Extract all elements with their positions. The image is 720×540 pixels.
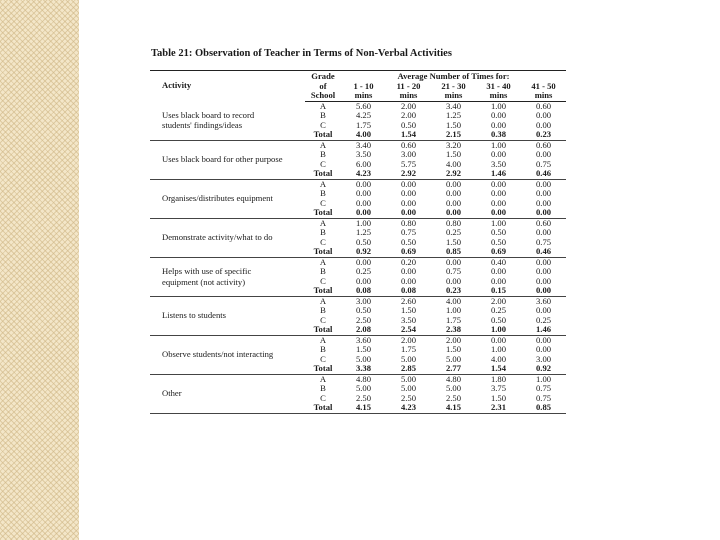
value-cell: 1.50 <box>445 149 462 159</box>
value-cell: 5.00 <box>445 353 462 364</box>
value-cell: 0.50 <box>490 236 507 247</box>
value-cell: 0.69 <box>386 247 431 257</box>
value-cell: 0.20 <box>400 256 417 267</box>
value-cell: 0.00 <box>490 334 507 345</box>
value-cell: 2.77 <box>431 364 476 374</box>
value-cell: 2.60 <box>400 295 417 306</box>
value-cell: 1.00 <box>490 139 507 150</box>
range-header-5: 41 - 50 <box>531 80 556 91</box>
grade-cell: B <box>320 188 326 198</box>
value-cell: 0.69 <box>476 247 521 257</box>
value-cell: 0.00 <box>536 119 552 130</box>
value-cell: 2.92 <box>386 169 431 179</box>
grade-cell: A <box>319 217 327 228</box>
value-cell: 2.00 <box>445 334 462 345</box>
document-table <box>150 48 570 414</box>
value-cell: 0.38 <box>476 130 521 140</box>
value-cell: 4.80 <box>445 373 462 384</box>
value-cell: 2.54 <box>386 325 431 335</box>
value-cell: 2.50 <box>445 392 462 403</box>
value-cell: 0.00 <box>536 178 552 189</box>
value-cell: 1.50 <box>355 344 372 354</box>
value-cell: 2.85 <box>386 364 431 374</box>
grade-cell: C <box>320 275 326 286</box>
value-cell: 0.00 <box>536 334 552 345</box>
value-cell: 1.50 <box>400 305 417 315</box>
grade-cell: C <box>320 119 326 130</box>
value-cell: 4.25 <box>355 110 372 120</box>
value-cell: 0.50 <box>355 305 372 315</box>
activity-cell <box>150 140 305 179</box>
value-cell: 4.15 <box>341 403 386 413</box>
average-header: Average Number of Times for: <box>341 71 566 82</box>
value-cell: 3.60 <box>355 334 372 345</box>
value-cell: 0.00 <box>490 178 507 189</box>
unit-header-5: mins <box>521 91 566 101</box>
value-cell: 2.50 <box>355 392 372 403</box>
value-cell: 0.00 <box>521 286 566 296</box>
value-cell: 0.00 <box>536 256 552 267</box>
value-cell: 0.75 <box>536 158 552 169</box>
value-cell: 0.00 <box>355 275 372 286</box>
grade-cell: A <box>319 334 327 345</box>
value-cell: 4.23 <box>386 403 431 413</box>
value-cell: 2.38 <box>431 325 476 335</box>
value-cell: 3.40 <box>355 139 372 150</box>
table-body <box>150 101 566 413</box>
value-cell: 0.50 <box>355 236 372 247</box>
value-cell: 2.00 <box>400 100 417 111</box>
grade-cell: B <box>320 149 326 159</box>
grade-cell: C <box>320 392 326 403</box>
table-title: Table 21: Observation of Teacher in Terms of Non-Verbal Activities <box>151 48 452 59</box>
value-cell: 4.00 <box>445 158 462 169</box>
activity-label-line: Organises/distributes equipment <box>162 193 273 204</box>
value-cell: 4.80 <box>355 373 372 384</box>
activity-label-line: Other <box>162 388 182 399</box>
value-cell: 1.00 <box>355 217 372 228</box>
value-cell: 0.00 <box>355 256 372 267</box>
value-cell: 0.60 <box>536 217 552 228</box>
value-cell: 0.46 <box>521 247 566 257</box>
value-cell: 1.75 <box>445 314 462 325</box>
grade-cell: Total <box>305 130 341 140</box>
grade-header-line1: Grade <box>305 71 341 82</box>
value-cell: 2.00 <box>400 110 417 120</box>
unit-header-4: mins <box>476 91 521 101</box>
value-cell: 0.00 <box>445 188 462 198</box>
value-cell: 0.00 <box>400 266 417 276</box>
activity-cell <box>150 257 305 296</box>
value-cell: 1.00 <box>490 217 507 228</box>
observation-table <box>150 70 566 414</box>
unit-header-2: mins <box>386 91 431 101</box>
value-cell: 0.00 <box>536 275 552 286</box>
value-cell: 2.50 <box>400 392 417 403</box>
value-cell: 0.50 <box>490 314 507 325</box>
activity-label-line: equipment (not activity) <box>162 276 246 287</box>
grade-cell: A <box>319 139 327 150</box>
value-cell: 0.00 <box>490 188 507 198</box>
grade-cell: B <box>320 383 326 393</box>
value-cell: 0.75 <box>536 383 552 393</box>
value-cell: 0.00 <box>536 149 552 159</box>
grade-cell: Total <box>305 403 341 413</box>
range-header-1: 1 - 10 <box>353 80 374 91</box>
value-cell: 0.00 <box>355 197 372 208</box>
activity-cell <box>150 296 305 335</box>
value-cell: 0.25 <box>536 314 552 325</box>
grade-cell: A <box>319 256 327 267</box>
value-cell: 1.80 <box>490 373 507 384</box>
unit-header-1: mins <box>341 91 386 101</box>
grade-cell: Total <box>305 286 341 296</box>
activity-label-line: Demonstrate activity/what to do <box>162 232 273 243</box>
value-cell: 5.60 <box>355 100 372 111</box>
activity-label-line: students' findings/ideas <box>162 120 243 131</box>
value-cell: 3.20 <box>445 139 462 150</box>
value-cell: 1.54 <box>476 364 521 374</box>
value-cell: 0.46 <box>521 169 566 179</box>
value-cell: 0.00 <box>400 197 417 208</box>
value-cell: 2.15 <box>431 130 476 140</box>
value-cell: 0.75 <box>400 227 417 237</box>
value-cell: 5.00 <box>400 383 417 393</box>
value-cell: 3.50 <box>490 158 507 169</box>
grade-cell: B <box>320 305 326 315</box>
value-cell: 5.00 <box>355 353 372 364</box>
value-cell: 1.50 <box>490 392 507 403</box>
activity-label-line: Listens to students <box>162 310 226 321</box>
activity-label-line: Observe students/not interacting <box>162 349 274 360</box>
value-cell: 0.00 <box>445 275 462 286</box>
grade-cell: B <box>320 227 326 237</box>
range-header-3: 21 - 30 <box>441 80 466 91</box>
value-cell: 3.50 <box>400 314 417 325</box>
activity-label-line: Helps with use of specific <box>162 266 252 276</box>
value-cell: 1.50 <box>445 236 462 247</box>
value-cell: 0.25 <box>445 227 462 237</box>
value-cell: 0.00 <box>431 208 476 218</box>
value-cell: 0.00 <box>536 197 552 208</box>
value-cell: 0.00 <box>490 266 507 276</box>
value-cell: 0.60 <box>400 139 417 150</box>
value-cell: 0.00 <box>445 256 462 267</box>
value-cell: 2.92 <box>431 169 476 179</box>
activity-cell <box>150 374 305 413</box>
value-cell: 0.00 <box>355 188 372 198</box>
value-cell: 0.00 <box>355 178 372 189</box>
value-cell: 4.23 <box>341 169 386 179</box>
value-cell: 0.92 <box>521 364 566 374</box>
value-cell: 0.60 <box>536 139 552 150</box>
value-cell: 3.00 <box>536 353 552 364</box>
grade-cell: Total <box>305 325 341 335</box>
value-cell: 0.80 <box>400 217 417 228</box>
grade-cell: C <box>320 236 326 247</box>
grade-cell: Total <box>305 364 341 374</box>
activity-cell <box>150 218 305 257</box>
value-cell: 0.00 <box>490 197 507 208</box>
value-cell: 6.00 <box>355 158 372 169</box>
value-cell: 1.00 <box>536 373 552 384</box>
grade-cell: C <box>320 158 326 169</box>
value-cell: 1.00 <box>445 305 462 315</box>
grade-cell: Total <box>305 169 341 179</box>
value-cell: 5.00 <box>400 373 417 384</box>
value-cell: 0.50 <box>490 227 507 237</box>
grade-cell: B <box>320 266 326 276</box>
grade-cell: C <box>320 197 326 208</box>
value-cell: 0.00 <box>536 188 552 198</box>
value-cell: 5.00 <box>400 353 417 364</box>
value-cell: 1.00 <box>490 100 507 111</box>
value-cell: 3.00 <box>400 149 417 159</box>
value-cell: 0.00 <box>536 305 552 315</box>
value-cell: 0.85 <box>521 403 566 413</box>
value-cell: 4.00 <box>445 295 462 306</box>
value-cell: 3.50 <box>355 149 372 159</box>
value-cell: 1.25 <box>445 110 462 120</box>
value-cell: 4.00 <box>341 130 386 140</box>
value-cell: 1.25 <box>355 227 372 237</box>
activity-header: Activity <box>150 71 305 102</box>
value-cell: 5.00 <box>355 383 372 393</box>
value-cell: 1.75 <box>400 344 417 354</box>
value-cell: 4.15 <box>431 403 476 413</box>
activity-cell <box>150 101 305 140</box>
value-cell: 0.00 <box>536 344 552 354</box>
grade-cell: Total <box>305 247 341 257</box>
value-cell: 2.08 <box>341 325 386 335</box>
value-cell: 3.60 <box>536 295 552 306</box>
value-cell: 4.00 <box>490 353 507 364</box>
value-cell: 0.00 <box>386 208 431 218</box>
activity-label-line: Uses black board to record <box>162 109 255 120</box>
value-cell: 0.40 <box>490 256 507 267</box>
decorative-side-strip <box>0 0 79 540</box>
value-cell: 0.50 <box>400 119 417 130</box>
value-cell: 0.00 <box>536 266 552 276</box>
value-cell: 1.46 <box>476 169 521 179</box>
value-cell: 1.46 <box>521 325 566 335</box>
value-cell: 3.40 <box>445 100 462 111</box>
value-cell: 2.00 <box>400 334 417 345</box>
value-cell: 1.50 <box>445 344 462 354</box>
value-cell: 0.75 <box>536 392 552 403</box>
value-cell: 0.85 <box>431 247 476 257</box>
grade-cell: C <box>320 314 326 325</box>
range-header-2: 11 - 20 <box>396 80 421 91</box>
value-cell: 0.00 <box>400 178 417 189</box>
value-cell: 1.50 <box>445 119 462 130</box>
value-cell: 1.54 <box>386 130 431 140</box>
value-cell: 0.00 <box>341 208 386 218</box>
activity-label-line: Uses black board for other purpose <box>162 154 283 165</box>
value-cell: 5.00 <box>445 383 462 393</box>
grade-header-line3: School <box>305 91 341 101</box>
value-cell: 0.00 <box>536 227 552 237</box>
value-cell: 0.00 <box>476 208 521 218</box>
value-cell: 0.60 <box>536 100 552 111</box>
value-cell: 0.92 <box>341 247 386 257</box>
value-cell: 1.75 <box>355 119 372 130</box>
value-cell: 3.38 <box>341 364 386 374</box>
value-cell: 2.00 <box>490 295 507 306</box>
value-cell: 3.00 <box>355 295 372 306</box>
value-cell: 0.00 <box>490 149 507 159</box>
grade-cell: A <box>319 100 327 111</box>
value-cell: 0.00 <box>400 188 417 198</box>
value-cell: 0.00 <box>445 178 462 189</box>
value-cell: 0.00 <box>521 208 566 218</box>
value-cell: 0.00 <box>400 275 417 286</box>
value-cell: 1.00 <box>490 344 507 354</box>
value-cell: 1.00 <box>476 325 521 335</box>
value-cell: 0.00 <box>536 110 552 120</box>
value-cell: 0.50 <box>400 236 417 247</box>
grade-cell: Total <box>305 208 341 218</box>
activity-cell <box>150 179 305 218</box>
grade-cell: A <box>319 373 327 384</box>
value-cell: 0.80 <box>445 217 462 228</box>
range-header-4: 31 - 40 <box>486 80 511 91</box>
value-cell: 0.08 <box>386 286 431 296</box>
grade-header-line2: of <box>319 80 327 91</box>
value-cell: 0.15 <box>476 286 521 296</box>
value-cell: 0.00 <box>490 110 507 120</box>
grade-cell: B <box>320 110 326 120</box>
value-cell: 3.75 <box>490 383 507 393</box>
value-cell: 0.25 <box>355 266 372 276</box>
value-cell: 2.31 <box>476 403 521 413</box>
grade-cell: A <box>319 295 327 306</box>
value-cell: 0.75 <box>445 266 462 276</box>
value-cell: 0.25 <box>490 305 507 315</box>
value-cell: 0.23 <box>521 130 566 140</box>
value-cell: 0.00 <box>490 275 507 286</box>
value-cell: 0.75 <box>536 236 552 247</box>
value-cell: 0.08 <box>341 286 386 296</box>
unit-header-3: mins <box>431 91 476 101</box>
value-cell: 0.23 <box>431 286 476 296</box>
grade-cell: B <box>320 344 326 354</box>
activity-cell <box>150 335 305 374</box>
value-cell: 0.00 <box>490 119 507 130</box>
value-cell: 0.00 <box>445 197 462 208</box>
grade-cell: C <box>320 353 326 364</box>
value-cell: 5.75 <box>400 158 417 169</box>
value-cell: 2.50 <box>355 314 372 325</box>
grade-cell: A <box>319 178 327 189</box>
